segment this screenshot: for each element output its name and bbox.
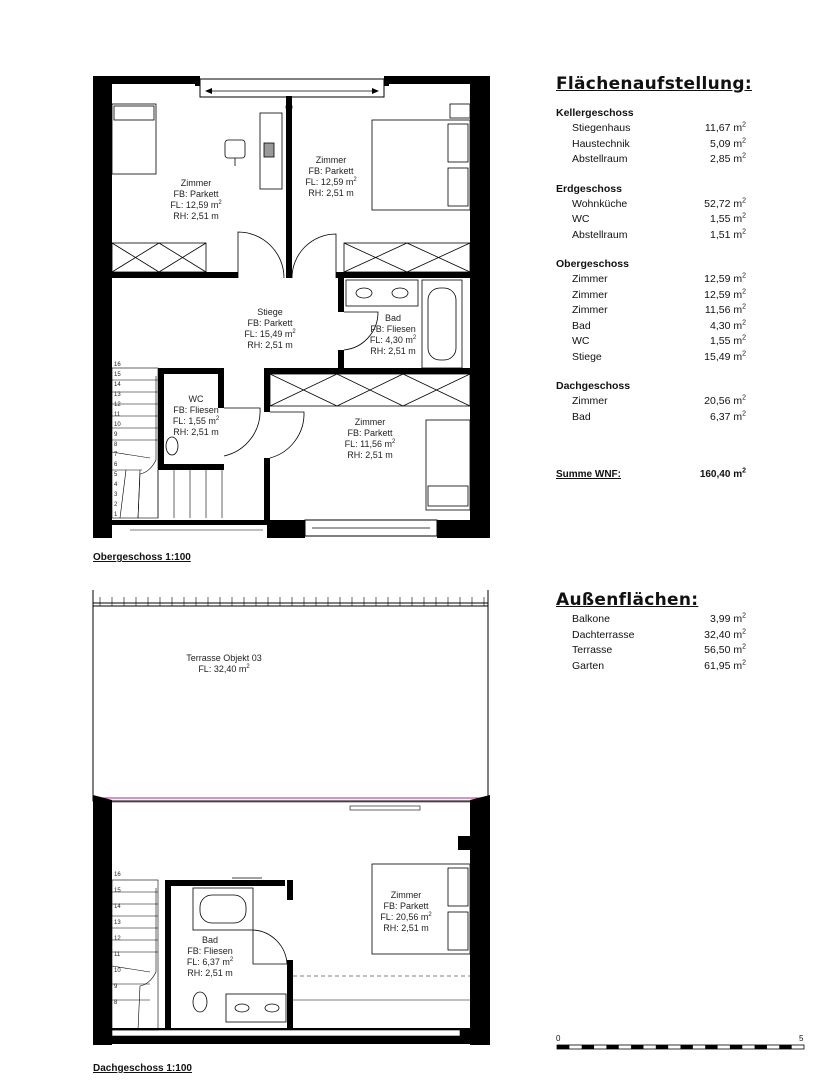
og-wall-right (470, 76, 490, 537)
area-row (556, 350, 746, 366)
area-label: Terrasse (572, 644, 613, 656)
room-area: FL: 32,40 $m^2$ (198, 664, 250, 674)
og-room-label (244, 307, 296, 350)
flaechen-title: Flächenaufstellung: (556, 74, 752, 94)
og-title: Obergeschoss 1:100 (93, 552, 191, 563)
room-height: RH: 2,51 m (370, 346, 416, 356)
og-window-top (200, 79, 384, 97)
area-value: 3,99 $m^2$ (709, 612, 746, 625)
og-room-label (345, 417, 396, 460)
area-row (556, 212, 746, 228)
area-row (556, 319, 746, 335)
room-area: FL: 12,59 $m^2$ (170, 200, 222, 210)
area-value: 1,55 $m^2$ (709, 334, 746, 347)
dg-title: Dachgeschoss 1:100 (93, 1063, 192, 1074)
area-group-title: Obergeschoss (556, 258, 629, 270)
room-floor: FB: Parkett (173, 189, 219, 199)
room-name: Zimmer (390, 890, 422, 900)
room-area: FL: 4,30 $m^2$ (369, 335, 417, 345)
room-height: RH: 2,51 m (173, 427, 219, 437)
area-label: Wohnküche (572, 197, 628, 210)
area-label: Abstellraum (572, 228, 628, 241)
area-value: 56,50 $m^2$ (704, 643, 746, 656)
terrace-area (93, 606, 488, 801)
stair-number: 16 (114, 872, 121, 878)
area-row (556, 394, 746, 410)
area-label: Bad (572, 319, 591, 332)
area-label: Garten (572, 659, 605, 672)
room-floor: FB: Parkett (247, 318, 293, 328)
flaechen-table (556, 74, 752, 480)
scale-end: 5 (799, 1034, 804, 1043)
area-group (556, 106, 746, 168)
room-height: RH: 2,51 m (308, 188, 354, 198)
og-room-label (305, 155, 357, 198)
area-row (556, 628, 746, 644)
area-value: 61,95 $m^2$ (704, 659, 746, 672)
area-value: 11,67 $m^2$ (704, 121, 746, 134)
area-row (556, 643, 746, 659)
area-group (556, 379, 746, 425)
dg-room-label (187, 935, 234, 978)
area-row (556, 197, 746, 213)
dachgeschoss-plan (93, 590, 490, 1074)
room-area: FL: 6,37 $m^2$ (186, 957, 234, 967)
area-row (556, 288, 746, 304)
area-label: Dachterrasse (572, 628, 635, 641)
stair-number: 1 (114, 512, 118, 518)
stair-number: 11 (114, 952, 121, 958)
stair-number: 12 (114, 936, 121, 942)
area-value: 20,56 $m^2$ (704, 394, 746, 407)
stair-number: 3 (114, 492, 118, 498)
summe-label: Summe WNF: (556, 469, 621, 480)
dg-wall-left (93, 795, 112, 1045)
og-room-label (170, 178, 222, 221)
stair-number: 13 (114, 392, 121, 398)
area-group-title: Kellergeschoss (556, 107, 634, 119)
stair-number: 10 (114, 422, 121, 428)
room-floor: FB: Fliesen (173, 405, 219, 415)
area-value: 15,49 $m^2$ (704, 350, 746, 363)
area-value: 4,30 $m^2$ (709, 319, 746, 332)
room-floor: FB: Fliesen (187, 946, 233, 956)
area-group (556, 182, 746, 244)
og-wall-h1 (112, 272, 238, 278)
room-floor: FB: Parkett (383, 901, 429, 911)
og-closet-1 (112, 243, 206, 272)
area-row (556, 334, 746, 350)
area-row (556, 228, 746, 244)
area-group-title: Dachgeschoss (556, 380, 631, 392)
stair-number: 8 (114, 1000, 118, 1006)
room-height: RH: 2,51 m (347, 450, 393, 460)
dg-room-label (186, 653, 262, 674)
area-label: Bad (572, 410, 591, 423)
area-value: 1,51 $m^2$ (709, 228, 746, 241)
area-label: Zimmer (572, 273, 608, 285)
scale-bar (556, 1034, 804, 1049)
stair-number: 8 (114, 442, 118, 448)
area-value: 11,56 $m^2$ (704, 303, 746, 316)
area-row (556, 612, 746, 628)
area-value: 1,55 $m^2$ (709, 212, 746, 225)
og-wall-top-left (93, 76, 200, 100)
room-area: FL: 12,59 $m^2$ (305, 177, 357, 187)
area-row (556, 121, 746, 137)
stair-number: 9 (114, 984, 118, 990)
area-group (556, 257, 746, 365)
room-name: Zimmer (354, 417, 386, 427)
room-floor: FB: Parkett (308, 166, 354, 176)
summe-value: 160,40 $m^2$ (699, 467, 746, 480)
stair-number: 6 (114, 462, 118, 468)
dg-stair-numbers (114, 872, 121, 1006)
area-label: Abstellraum (572, 153, 628, 165)
room-height: RH: 2,51 m (383, 923, 429, 933)
og-room-label (173, 394, 220, 437)
summe-row (556, 469, 746, 480)
area-group-title: Erdgeschoss (556, 182, 622, 195)
area-row (556, 410, 746, 426)
area-row (556, 303, 746, 319)
area-label: Stiege (572, 350, 602, 363)
obergeschoss-plan (93, 76, 490, 563)
og-wall-left (93, 76, 112, 537)
og-desk (225, 113, 282, 189)
room-floor: FB: Fliesen (370, 324, 416, 334)
room-area: FL: 15,49 $m^2$ (244, 329, 296, 339)
area-value: 12,59 $m^2$ (704, 288, 746, 301)
area-label: Zimmer (572, 395, 608, 407)
stair-number: 5 (114, 472, 118, 478)
dg-wall-right (470, 795, 490, 1045)
aussen-table (556, 590, 746, 674)
stair-number: 11 (114, 412, 121, 418)
area-value: 12,59 $m^2$ (704, 272, 746, 285)
room-name: Bad (384, 313, 402, 323)
area-value: 32,40 $m^2$ (704, 628, 746, 641)
stair-number: 4 (114, 482, 118, 488)
area-row (556, 659, 746, 675)
og-bed-bottom (426, 420, 470, 510)
stair-number: 14 (114, 382, 121, 388)
area-value: 5,09 $m^2$ (709, 137, 746, 150)
area-value: 52,72 $m^2$ (704, 197, 746, 210)
area-row (556, 137, 746, 153)
area-label: Zimmer (572, 304, 608, 316)
room-name: Bad (201, 935, 219, 945)
stair-number: 10 (114, 968, 121, 974)
room-name: WC (188, 394, 204, 404)
room-height: RH: 2,51 m (187, 968, 233, 978)
stair-number: 7 (114, 452, 118, 458)
og-wall-bottom-left (93, 518, 112, 538)
room-height: RH: 2,51 m (247, 340, 293, 350)
stair-number: 15 (114, 888, 121, 894)
og-room-label (370, 313, 417, 356)
room-name: Stiege (257, 307, 283, 317)
area-label: Stiegenhaus (572, 122, 631, 134)
og-closet-3 (270, 374, 470, 406)
og-wall-top-right (384, 76, 490, 100)
stair-number: 12 (114, 402, 121, 408)
stair-number: 9 (114, 432, 118, 438)
area-value: 2,85 $m^2$ (709, 152, 746, 165)
aussen-title: Außenflächen: (556, 590, 699, 610)
area-label: Haustechnik (572, 137, 630, 150)
room-height: RH: 2,51 m (173, 211, 219, 221)
room-name: Zimmer (180, 178, 212, 188)
room-name: Terrasse Objekt 03 (186, 653, 262, 663)
area-row (556, 272, 746, 288)
stair-number: 14 (114, 904, 121, 910)
area-value: 6,37 $m^2$ (709, 410, 746, 423)
area-label: Zimmer (572, 288, 608, 301)
stair-number: 13 (114, 920, 121, 926)
og-bed-right (372, 104, 470, 210)
stair-number: 2 (114, 502, 118, 508)
stair-number: 15 (114, 372, 121, 378)
area-label: WC (572, 213, 590, 225)
room-area: FL: 20,56 $m^2$ (380, 912, 432, 922)
area-label: WC (572, 335, 590, 347)
scale-start: 0 (556, 1034, 561, 1043)
area-label: Balkone (572, 613, 610, 625)
room-area: FL: 11,56 $m^2$ (344, 439, 396, 449)
stair-number: 16 (114, 362, 121, 368)
room-floor: FB: Parkett (347, 428, 393, 438)
room-area: FL: 1,55 $m^2$ (172, 416, 220, 426)
og-closet-2 (344, 243, 470, 272)
room-name: Zimmer (315, 155, 347, 165)
og-bed-left (112, 104, 156, 174)
area-row (556, 152, 746, 168)
